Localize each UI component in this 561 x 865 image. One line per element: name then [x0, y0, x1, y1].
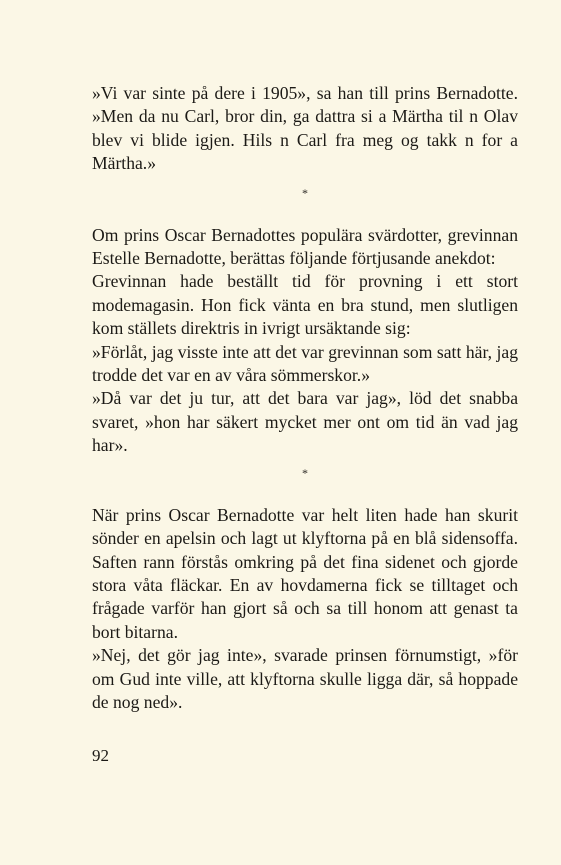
page-text: [92, 82, 518, 714]
paragraph-forlat: »Förlåt, jag visste inte att det var grevinnan som satt här, jag trodde det var en av våra sömmerskor.»: [92, 341, 518, 386]
section-separator-1: *: [302, 185, 308, 200]
page-number: 92: [92, 746, 109, 765]
paragraph-sinte: »Vi var sinte på dere i 1905», sa han till prins Bernadotte. »Men da nu Carl, bror din, ga dattra si a Märtha til n Olav blev vi blide igjen. Hils n Carl fra meg og takk n for a Märtha.»: [92, 83, 518, 174]
paragraph-svaret: »Då var det ju tur, att det bara var jag», löd det snabba svaret, »hon har säkert mycket mer ont om tid än vad jag har».: [92, 388, 518, 456]
paragraph-provning: Grevinnan hade beställt tid för provning i ett stort modemagasin. Hon fick vänta en bra stund, men slutligen kom ställets direktris in ivrigt ursäktande sig:: [92, 271, 518, 339]
paragraph-estelle-intro: Om prins Oscar Bernadottes populära svärdotter, grevinnan Estelle Bernadotte, berättas följande förtjusande anekdot:: [92, 224, 518, 269]
paragraph-klyftorna: »Nej, det gör jag inte», svarade prinsen förnumstigt, »för om Gud inte ville, att klyftorna skulle ligga där, så hoppade de nog ned».: [92, 645, 518, 712]
paragraph-apelsin: När prins Oscar Bernadotte var helt liten hade han skurit sönder en apelsin och lagt ut klyftorna på en blå sidensoffa. Saften rann förstås omkring på det fina sidenet och gjorde stora våta fläckar. En av hovdamerna fick se tilltaget och frågade varför han gjort så och sa till honom att genast ta bort bitarna.: [92, 504, 518, 642]
section-separator-2: *: [302, 465, 308, 480]
